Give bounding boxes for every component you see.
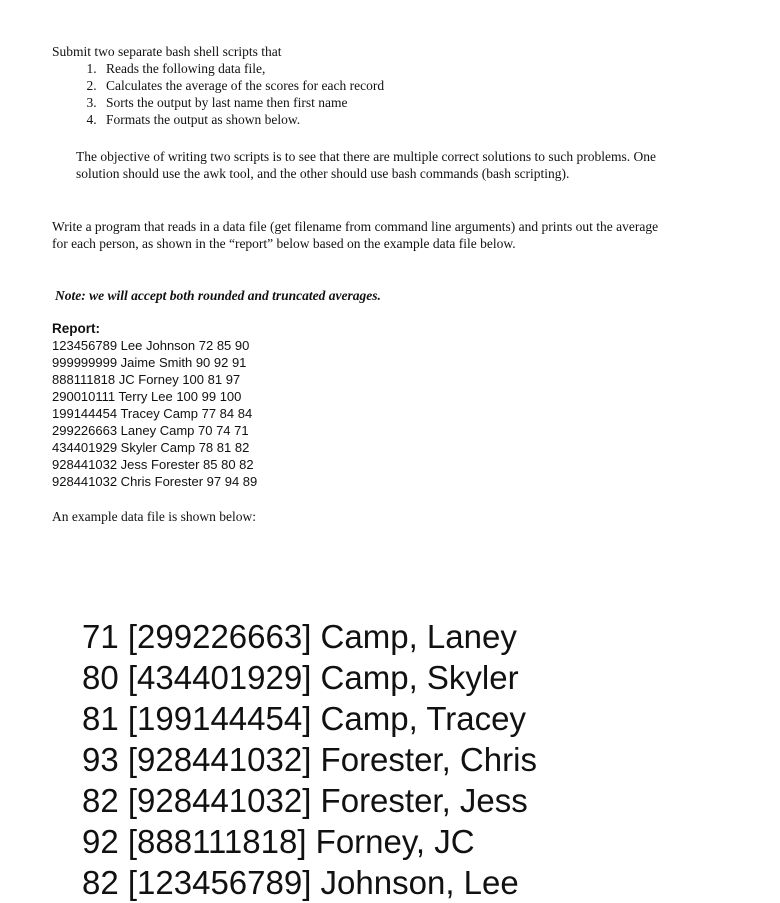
report-line: 928441032 Jess Forester 85 80 82 [52, 457, 254, 472]
report-line: 434401929 Skyler Camp 78 81 82 [52, 440, 250, 455]
step-item: 2. Calculates the average of the scores for each record [100, 77, 692, 94]
note-text: Note: we will accept both rounded and truncated averages. [55, 288, 381, 303]
example-caption: An example data file is shown below: [52, 509, 256, 524]
intro-lead: Submit two separate bash shell scripts that [52, 44, 282, 59]
step-item: 1. Reads the following data file, [100, 60, 692, 77]
report-line: 888111818 JC Forney 100 81 97 [52, 372, 241, 387]
program-paragraph: Write a program that reads in a data file (get filename from command line arguments) and prints out the average for each person, as shown in the “report” below based on the example data file below. [52, 219, 659, 251]
report-line: 999999999 Jaime Smith 90 92 91 [52, 355, 247, 370]
report-line: 123456789 Lee Johnson 72 85 90 [52, 338, 250, 353]
report-title: Report: [52, 321, 100, 336]
output-line: 82 [123456789] Johnson, Lee [82, 864, 519, 901]
report-line: 199144454 Tracey Camp 77 84 84 [52, 406, 253, 421]
instructions-intro [52, 43, 692, 128]
report-block [52, 320, 257, 490]
output-block [82, 616, 537, 903]
output-line: 80 [434401929] Camp, Skyler [82, 659, 519, 696]
step-item: 3. Sorts the output by last name then first name [100, 94, 692, 111]
objective-paragraph: The objective of writing two scripts is to see that there are multiple correct solutions to such problems. One solution should use the awk tool, and the other should use bash commands (bash scripting). [76, 149, 656, 181]
report-line: 928441032 Chris Forester 97 94 89 [52, 474, 258, 489]
output-line: 71 [299226663] Camp, Laney [82, 618, 517, 655]
step-item: 4. Formats the output as shown below. [100, 111, 692, 128]
output-line: 92 [888111818] Forney, JC [82, 823, 475, 860]
steps-list [52, 60, 692, 128]
report-line: 299226663 Laney Camp 70 74 71 [52, 423, 249, 438]
output-line: 82 [928441032] Forester, Jess [82, 782, 528, 819]
output-line: 93 [928441032] Forester, Chris [82, 741, 537, 778]
report-line: 290010111 Terry Lee 100 99 100 [52, 389, 242, 404]
output-line: 81 [199144454] Camp, Tracey [82, 700, 526, 737]
